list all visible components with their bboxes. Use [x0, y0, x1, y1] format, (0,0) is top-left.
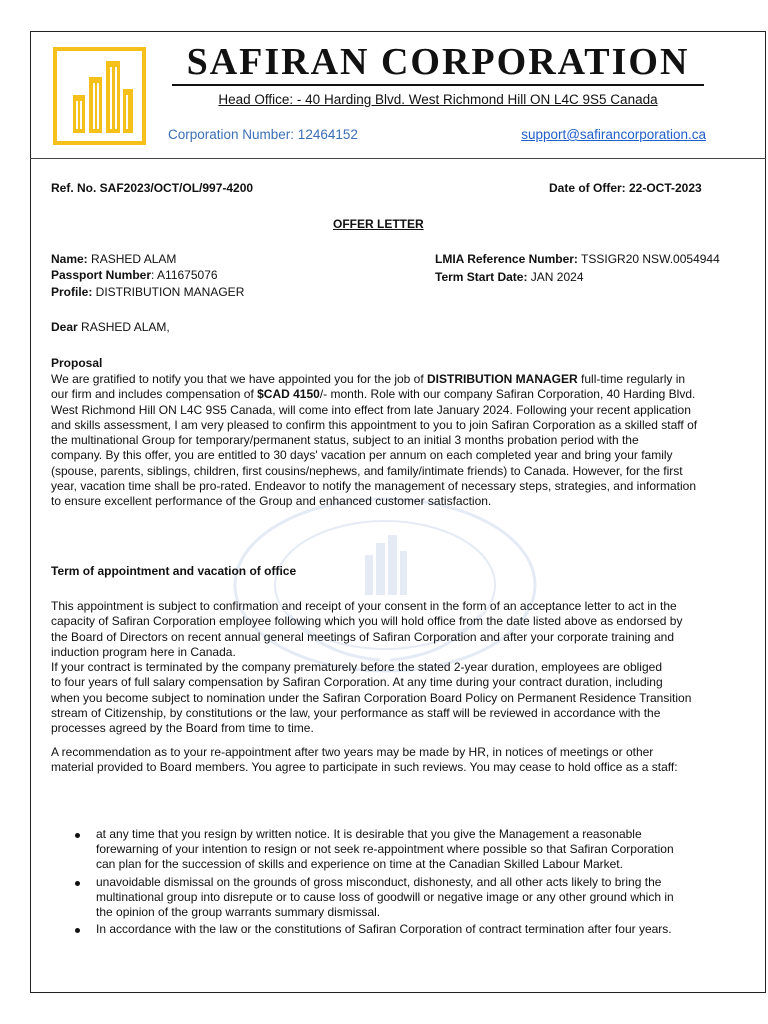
profile-value: DISTRIBUTION MANAGER	[92, 285, 245, 299]
term-start-row	[435, 270, 584, 286]
proposal-line: year, vacation time shall be pro-rated. Endeavor to notify the management of necessary steps, strategies, and information	[51, 479, 697, 494]
term-line: to four years of full salary compensation by Safiran Corporation. At any time during your contract duration, including	[51, 675, 663, 690]
salutation-name: RASHED ALAM,	[77, 320, 170, 334]
list-item: In accordance with the law or the constitutions of Safiran Corporation of contract termination after four years.	[51, 922, 751, 937]
proposal-line: our firm and includes compensation of $CAD 4150/- month. Role with our company Safiran Corporation, 40 Harding Blvd.	[51, 387, 696, 402]
profile-row	[51, 285, 244, 301]
candidate-name-row	[51, 252, 176, 268]
term-paragraph-2	[51, 745, 678, 776]
proposal-paragraph	[51, 372, 697, 510]
bullet-icon	[75, 833, 80, 838]
company-name-underline	[172, 84, 704, 86]
list-item: unavoidable dismissal on the grounds of gross misconduct, dishonesty, and all other acts likely to bring the multinational group into disrepute or to cause loss of goodwill or negative image or any other ground which in the opinion of the group warrants summary dismissal.	[51, 875, 751, 921]
name-label: Name:	[51, 252, 88, 266]
company-name: SAFIRAN CORPORATION	[186, 41, 690, 83]
term-line: If your contract is terminated by the company prematurely before the stated 2-year duration, employees are obliged	[51, 660, 662, 675]
header-divider	[30, 158, 766, 159]
term-line: A recommendation as to your re-appointment after two years may be made by HR, in notices of meetings or other	[51, 745, 654, 759]
profile-label: Profile:	[51, 285, 93, 299]
lmia-label: LMIA Reference Number:	[435, 252, 578, 266]
salutation	[51, 320, 170, 336]
document-title: OFFER LETTER	[333, 217, 424, 231]
term-line: material provided to Board members. You agree to participate in such reviews. You may cease to hold office as a staff:	[51, 760, 678, 775]
lmia-value: TSSIGR20 NSW.0054944	[577, 252, 720, 266]
term-line: capacity of Safiran Corporation employee following which you will hold office from the date listed above as endorsed by	[51, 614, 683, 629]
proposal-line: company. By this offer, you are entitled to 30 days' vacation per annum on each completed year and bring your family	[51, 448, 673, 463]
proposal-line: (spouse, parents, siblings, children, first cousins/nephews, and family/intimate friends) to Canada. However, for the first	[51, 463, 683, 478]
corporation-number: Corporation Number: 12464152	[168, 127, 358, 142]
term-start-value: JAN 2024	[527, 270, 584, 284]
passport-value: : A11675076	[151, 268, 218, 282]
termination-conditions-list	[51, 827, 751, 939]
name-value: RASHED ALAM	[91, 252, 177, 266]
reference-number: Ref. No. SAF2023/OCT/OL/997-4200	[51, 181, 254, 195]
term-line: processes agreed by the Board from time to time.	[51, 721, 314, 736]
term-line: This appointment is subject to confirmation and receipt of your consent in the form of an acceptance letter to act in the	[51, 599, 677, 613]
term-line: induction program here in Canada.	[51, 644, 236, 659]
proposal-line: to ensure excellent performance of the Group and enhanced customer satisfaction.	[51, 494, 492, 509]
date-of-offer: Date of Offer: 22-OCT-2023	[549, 181, 702, 195]
term-paragraph-1	[51, 599, 691, 737]
term-line: stream of Citizenship, by constitutions or the law, your performance as staff will be reviewed in accordance with the	[51, 706, 661, 721]
company-logo-icon	[53, 47, 146, 145]
proposal-line: the multinational Group for temporary/permanent status, subject to an initial 3 months probation period with the	[51, 433, 639, 448]
passport-row	[51, 268, 218, 284]
salutation-dear: Dear	[51, 320, 78, 334]
term-line: when you become subject to nomination under the Safiran Corporation Board Policy on Permanent Residence Transition	[51, 690, 692, 705]
bullet-icon	[75, 881, 80, 886]
bullet-icon	[75, 928, 80, 933]
proposal-line: and skills assessment, I am very pleased to confirm this appointment to you to join Safiran Corporation as a skilled staff of	[51, 417, 698, 432]
term-section-heading: Term of appointment and vacation of office	[51, 564, 297, 578]
proposal-line: West Richmond Hill ON L4C 9S5 Canada, will come into effect from late January 2024. Following your recent application	[51, 402, 691, 417]
lmia-row	[435, 252, 720, 268]
list-item: at any time that you resign by written notice. It is desirable that you give the Management a reasonable forewarning of your intention to resign or not seek re-appointment where possible so that Safiran Corporation can plan for the succession of skills and experience on time at the Canadian Skilled Labour Market.	[51, 827, 751, 873]
proposal-line: We are gratified to notify you that we have appointed you for the job of DISTRIBUTION MANAGER full-time regularly in	[51, 372, 686, 386]
support-email-link[interactable]: support@safirancorporation.ca	[521, 127, 706, 142]
term-line: the Board of Directors on recent annual general meetings of Safiran Corporation and after your corporate training and	[51, 629, 675, 644]
passport-label: Passport Number	[51, 268, 152, 282]
term-start-label: Term Start Date:	[435, 270, 528, 284]
proposal-heading: Proposal	[51, 356, 103, 370]
head-office-address: Head Office: - 40 Harding Blvd. West Richmond Hill ON L4C 9S5 Canada	[218, 92, 658, 107]
